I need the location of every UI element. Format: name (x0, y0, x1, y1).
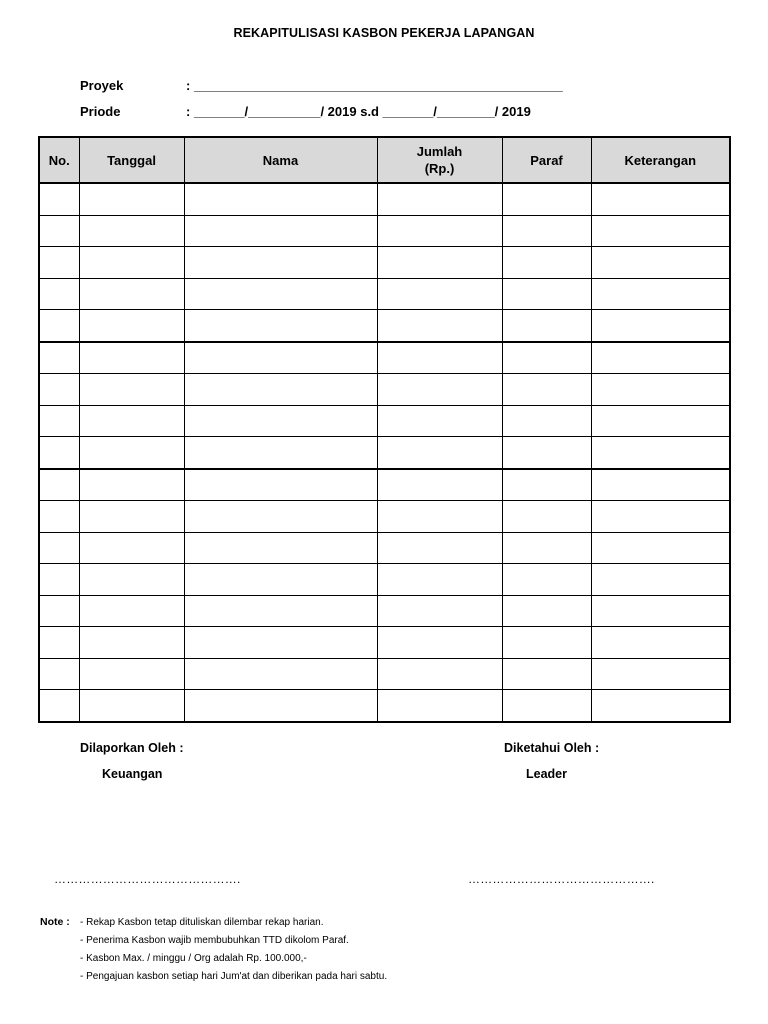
cell-paraf (502, 374, 591, 406)
cell-jumlah (377, 405, 502, 437)
cell-keterangan (591, 183, 730, 215)
cell-nama (184, 278, 377, 310)
cell-no (39, 627, 79, 659)
note-item: - Pengajuan kasbon setiap hari Jum'at dan diberikan pada hari sabtu. (80, 971, 388, 982)
cell-nama (184, 595, 377, 627)
cell-keterangan (591, 310, 730, 342)
cell-no (39, 437, 79, 469)
table-row (39, 690, 730, 722)
left-signature-line: ………………………………………. (54, 872, 241, 886)
cell-keterangan (591, 278, 730, 310)
cell-tanggal (79, 658, 184, 690)
cell-jumlah (377, 342, 502, 374)
cell-nama (184, 310, 377, 342)
cell-jumlah (377, 215, 502, 247)
cell-nama (184, 405, 377, 437)
cell-paraf (502, 215, 591, 247)
table-row (39, 595, 730, 627)
cell-jumlah (377, 532, 502, 564)
table-row (39, 564, 730, 596)
cell-jumlah (377, 595, 502, 627)
cell-keterangan (591, 627, 730, 659)
cell-jumlah (377, 501, 502, 533)
cell-nama (184, 183, 377, 215)
header-jumlah-line2: (Rp.) (424, 161, 455, 176)
cell-no (39, 564, 79, 596)
cell-nama (184, 437, 377, 469)
cell-keterangan (591, 437, 730, 469)
cell-tanggal (79, 342, 184, 374)
header-keterangan: Keterangan (591, 137, 730, 183)
note-item: - Penerima Kasbon wajib membubuhkan TTD dikolom Paraf. (80, 935, 349, 946)
cell-keterangan (591, 374, 730, 406)
notes-list (80, 917, 387, 989)
cell-paraf (502, 469, 591, 501)
cell-nama (184, 374, 377, 406)
cell-keterangan (591, 532, 730, 564)
cell-nama (184, 564, 377, 596)
cell-no (39, 405, 79, 437)
kasbon-table (38, 136, 731, 723)
cell-tanggal (79, 310, 184, 342)
cell-nama (184, 658, 377, 690)
cell-jumlah (377, 564, 502, 596)
note-item: - Rekap Kasbon tetap dituliskan dilembar rekap harian. (80, 917, 324, 928)
cell-tanggal (79, 183, 184, 215)
cell-nama (184, 247, 377, 279)
cell-no (39, 374, 79, 406)
cell-keterangan (591, 215, 730, 247)
table-row (39, 183, 730, 215)
table-row (39, 658, 730, 690)
cell-keterangan (591, 658, 730, 690)
cell-tanggal (79, 215, 184, 247)
cell-no (39, 658, 79, 690)
cell-paraf (502, 564, 591, 596)
table-row (39, 437, 730, 469)
cell-paraf (502, 627, 591, 659)
cell-paraf (502, 690, 591, 722)
table-row (39, 278, 730, 310)
cell-paraf (502, 278, 591, 310)
cell-paraf (502, 342, 591, 374)
cell-jumlah (377, 247, 502, 279)
cell-jumlah (377, 658, 502, 690)
cell-nama (184, 532, 377, 564)
cell-no (39, 310, 79, 342)
cell-tanggal (79, 469, 184, 501)
acknowledged-by-role: Leader (526, 767, 567, 781)
cell-paraf (502, 437, 591, 469)
cell-nama (184, 627, 377, 659)
header-jumlah-line1: Jumlah (416, 144, 463, 159)
cell-jumlah (377, 183, 502, 215)
cell-nama (184, 215, 377, 247)
cell-tanggal (79, 405, 184, 437)
table-row (39, 469, 730, 501)
cell-no (39, 690, 79, 722)
cell-tanggal (79, 564, 184, 596)
cell-keterangan (591, 469, 730, 501)
table-body (39, 183, 730, 722)
cell-paraf (502, 183, 591, 215)
cell-tanggal (79, 501, 184, 533)
cell-no (39, 532, 79, 564)
priode-label: Priode (80, 104, 121, 119)
table-row (39, 532, 730, 564)
cell-jumlah (377, 278, 502, 310)
note-item: - Kasbon Max. / minggu / Org adalah Rp. 100.000,- (80, 953, 307, 964)
cell-jumlah (377, 437, 502, 469)
cell-keterangan (591, 342, 730, 374)
cell-nama (184, 469, 377, 501)
cell-keterangan (591, 247, 730, 279)
table-row (39, 310, 730, 342)
proyek-field: : ___________________________________________________ (186, 78, 563, 93)
cell-paraf (502, 247, 591, 279)
proyek-label: Proyek (80, 78, 124, 93)
table-row (39, 342, 730, 374)
cell-no (39, 215, 79, 247)
cell-jumlah (377, 469, 502, 501)
cell-paraf (502, 501, 591, 533)
cell-tanggal (79, 374, 184, 406)
cell-jumlah (377, 690, 502, 722)
cell-tanggal (79, 437, 184, 469)
cell-no (39, 278, 79, 310)
cell-tanggal (79, 532, 184, 564)
table-row (39, 247, 730, 279)
cell-jumlah (377, 627, 502, 659)
header-jumlah (377, 137, 502, 183)
header-no: No. (39, 137, 79, 183)
cell-tanggal (79, 690, 184, 722)
cell-nama (184, 690, 377, 722)
cell-no (39, 342, 79, 374)
document-title: REKAPITULISASI KASBON PEKERJA LAPANGAN (233, 26, 535, 40)
table-row (39, 501, 730, 533)
table-row (39, 374, 730, 406)
cell-tanggal (79, 247, 184, 279)
table-header-row (39, 137, 730, 183)
cell-paraf (502, 532, 591, 564)
cell-keterangan (591, 595, 730, 627)
cell-paraf (502, 658, 591, 690)
cell-no (39, 247, 79, 279)
reported-by-label: Dilaporkan Oleh : (80, 741, 184, 755)
cell-tanggal (79, 627, 184, 659)
cell-keterangan (591, 564, 730, 596)
cell-tanggal (79, 595, 184, 627)
priode-field: : _______/__________/ 2019 s.d _______/________/ 2019 (186, 104, 531, 119)
acknowledged-by-label: Diketahui Oleh : (504, 741, 600, 755)
cell-keterangan (591, 690, 730, 722)
cell-keterangan (591, 405, 730, 437)
header-paraf: Paraf (502, 137, 591, 183)
table-row (39, 215, 730, 247)
cell-keterangan (591, 501, 730, 533)
reported-by-role: Keuangan (102, 767, 163, 781)
cell-nama (184, 501, 377, 533)
cell-tanggal (79, 278, 184, 310)
cell-no (39, 469, 79, 501)
cell-no (39, 501, 79, 533)
note-label: Note : (40, 916, 70, 928)
cell-jumlah (377, 374, 502, 406)
right-signature-line: ………………………………………. (468, 872, 655, 886)
cell-jumlah (377, 310, 502, 342)
header-tanggal: Tanggal (79, 137, 184, 183)
cell-paraf (502, 405, 591, 437)
cell-paraf (502, 310, 591, 342)
table-row (39, 627, 730, 659)
cell-no (39, 183, 79, 215)
cell-no (39, 595, 79, 627)
cell-nama (184, 342, 377, 374)
cell-paraf (502, 595, 591, 627)
table-row (39, 405, 730, 437)
header-nama: Nama (184, 137, 377, 183)
